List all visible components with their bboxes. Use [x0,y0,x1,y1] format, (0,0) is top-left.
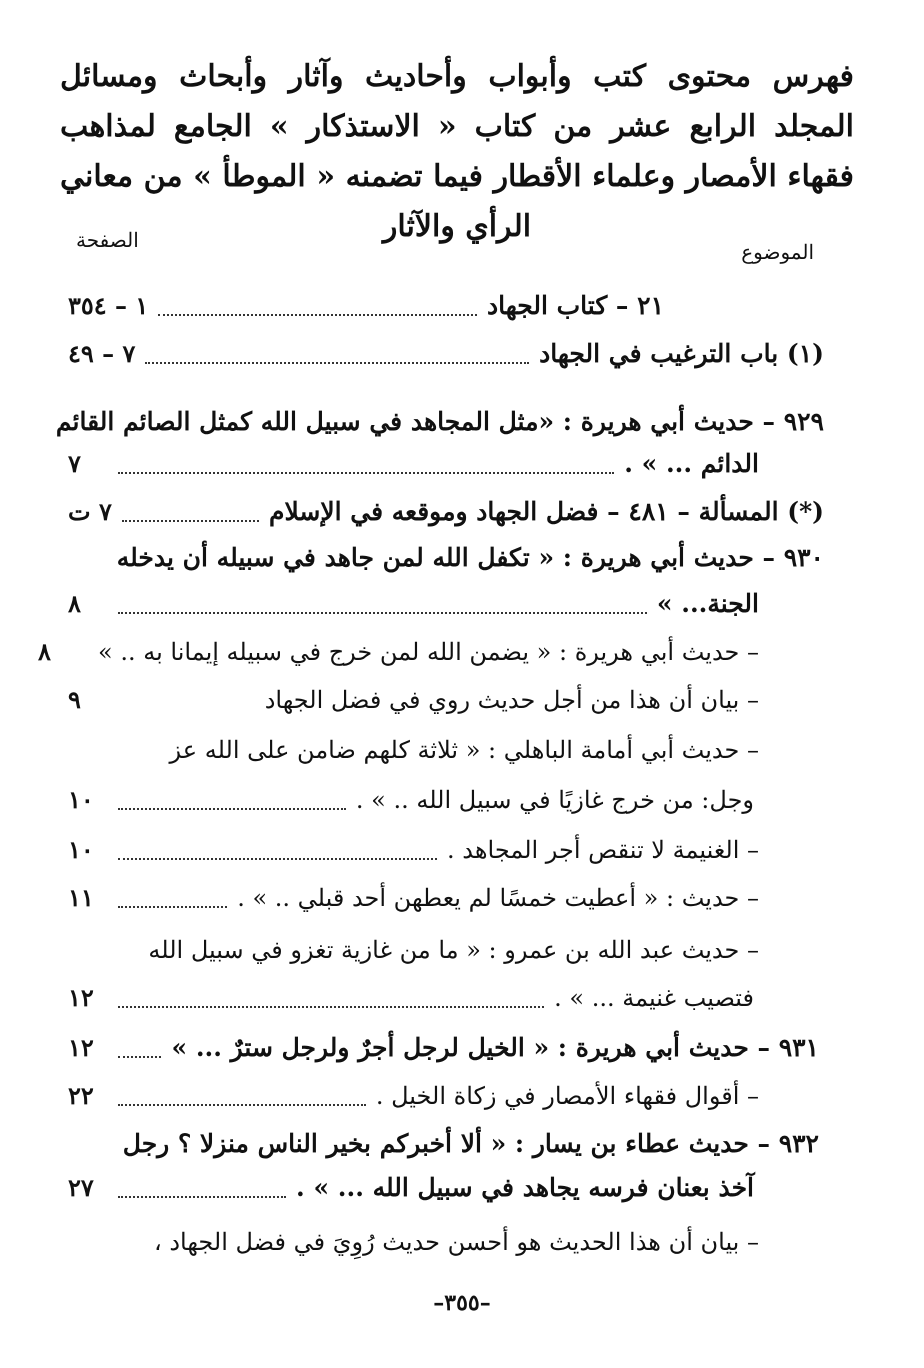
leader-dots [118,857,437,860]
leader-dots [118,1005,544,1008]
entry-page: ٧ ت [68,497,112,526]
index-entry [68,1218,759,1264]
index-entry [68,1120,819,1166]
index-entry [68,534,824,580]
index-entry [68,926,759,972]
index-entry [68,440,759,486]
index-entry [68,1164,754,1210]
leader-dots [118,1055,161,1058]
leader-dots [158,313,477,316]
entry-page: ٧ [68,449,81,478]
entry-text: ٩٣١ – حديث أبي هريرة : « الخيل لرجل أجرٌ ولرجل سترٌ ... » [171,1033,819,1062]
entry-text: – حديث : « أعطيت خمسًا لم يعطهن أحد قبلي .. » . [237,884,759,912]
index-entry [68,1024,819,1070]
entry-text: – بيان أن هذا من أجل حديث روي في فضل الجهاد [264,686,759,714]
index-entry [68,580,759,626]
entry-text: – حديث أبي أمامة الباهلي : « ثلاثة كلهم ضامن على الله عز [169,736,759,764]
index-entry [68,1072,759,1118]
entry-text: – أقوال فقهاء الأمصار في زكاة الخيل . [375,1082,759,1110]
entry-page: ٢٢ [68,1081,94,1110]
entry-page: ٨ [68,589,81,618]
entry-text: ٢١ – كتاب الجهاد [486,291,664,320]
entry-text: الجنة... » [656,589,759,618]
entry-page: ١١ [68,883,94,912]
leader-dots [118,1103,366,1106]
entry-text: فتصيب غنيمة ... » . [554,984,754,1012]
index-entry [68,676,759,722]
entry-text: ٩٣٠ – حديث أبي هريرة : « تكفل الله لمن جاهد في سبيله أن يدخله [116,543,824,572]
leader-dots [145,361,529,364]
entry-page: ٨ [38,637,51,666]
leader-dots [118,611,647,614]
entry-text: – الغنيمة لا تنقص أجر المجاهد . [447,836,759,864]
entry-page: ١٢ [68,1033,94,1062]
entry-text: – حديث أبي هريرة : « يضمن الله لمن خرج في سبيله إيمانا به .. » [98,638,759,666]
index-entry [68,330,824,376]
leader-dots [118,1195,286,1198]
entry-text: وجل: من خرج غازيًا في سبيل الله .. » . [355,786,754,814]
index-entry [68,488,824,534]
entry-text: (*) المسألة – ٤٨١ – فضل الجهاد وموقعه في الإسلام [269,497,824,526]
entry-text: آخذ بعنان فرسه يجاهد في سبيل الله ... » . [296,1173,754,1202]
index-entry [68,726,759,772]
entry-page: ٩ [68,685,81,714]
leader-dots [122,519,259,522]
entry-page: ١٠ [68,835,94,864]
entry-page: ١٢ [68,983,94,1012]
entry-text: (١) باب الترغيب في الجهاد [539,339,824,368]
entry-text: ٩٢٩ – حديث أبي هريرة : «مثل المجاهد في سبيل الله كمثل الصائم القائم [55,407,824,436]
topic-column-header: الموضوع [741,240,814,264]
index-entry [68,776,754,822]
leader-dots [118,905,227,908]
index-entry [68,282,664,328]
index-entry [68,874,759,920]
entry-page: ١ – ٣٥٤ [68,291,149,320]
index-entry [68,826,759,872]
leader-dots [118,807,346,810]
page-column-header: الصفحة [76,228,139,252]
page-number: –٣٥٥– [433,1290,491,1316]
entry-text: الدائم ... » . [624,449,759,478]
index-entry [68,974,754,1020]
entry-text: – حديث عبد الله بن عمرو : « ما من غازية تغزو في سبيل الله [148,936,759,964]
entry-page: ١٠ [68,785,94,814]
index-entry [38,628,759,674]
entry-text: ٩٣٢ – حديث عطاء بن يسار : « ألا أخبركم بخير الناس منزلا ؟ رجل [122,1129,819,1158]
entry-text: – بيان أن هذا الحديث هو أحسن حديث رُوِيَ في فضل الجهاد ، [153,1228,759,1256]
page-title: فهرس محتوى كتب وأبواب وأحاديث وآثار وأبحاث ومسائل المجلد الرابع عشر من كتاب « الاستذكار » الجامع لمذاهب فقهاء الأمصار وعلماء الأقطار فيما تضمنه « الموطأ » من معاني الرأي والآثار [60,59,854,244]
leader-dots [118,471,614,474]
entry-page: ٧ – ٤٩ [68,339,136,368]
entry-page: ٢٧ [68,1173,94,1202]
index-entry [55,398,824,444]
